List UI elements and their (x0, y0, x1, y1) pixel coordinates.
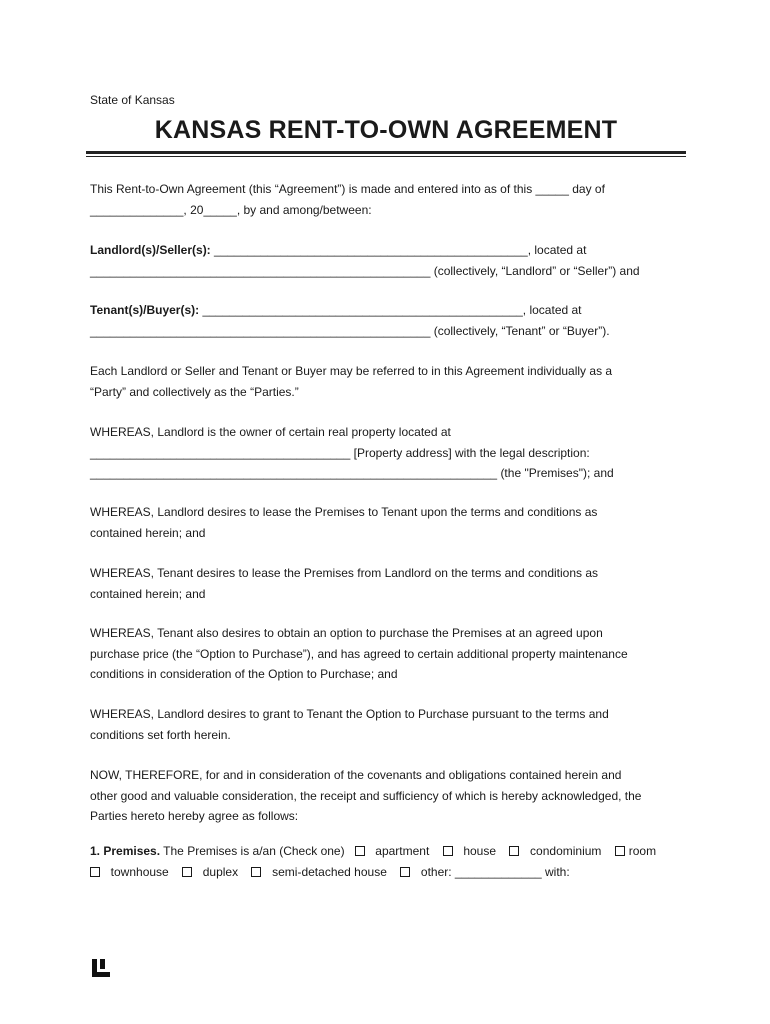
room-label: room (628, 844, 657, 858)
tenant-line-2: ___________________________________________________ (collectively, “Tenant” or “Buyer”). (90, 323, 610, 338)
whereas-tenant-lease-paragraph (90, 563, 690, 604)
apartment-checkbox[interactable] (355, 846, 365, 856)
brand-logo-icon (91, 958, 111, 978)
other-checkbox[interactable] (400, 867, 410, 877)
title-rule-thick (86, 151, 686, 154)
duplex-label: duplex (202, 864, 239, 879)
duplex-checkbox[interactable] (182, 867, 192, 877)
premises-text: The Premises is a/an (Check one) (160, 844, 345, 858)
whereas3-line-1: WHEREAS, Tenant desires to lease the Premises from Landlord on the terms and conditions as (90, 566, 599, 580)
semi-detached-house-label: semi-detached house (272, 864, 387, 879)
parties-paragraph (90, 361, 690, 402)
condominium-label: condominium (530, 844, 602, 858)
document-title: KANSAS RENT-TO-OWN AGREEMENT (154, 116, 618, 144)
parties-line-1: Each Landlord or Seller and Tenant or Buyer may be referred to in this Agreement individually as a (90, 364, 613, 378)
whereas1-line-2: _______________________________________ [Property address] with the legal description: (90, 445, 590, 460)
premises-label: 1. Premises. (90, 844, 161, 858)
tenant-paragraph (90, 300, 690, 341)
other-label: other: _____________ with: (420, 864, 570, 879)
intro-line-1: This Rent-to-Own Agreement (this “Agreement”) is made and entered into as of this _____ day of (90, 182, 605, 196)
intro-line-2: ______________, 20_____, by and among/between: (90, 202, 372, 217)
title-rule-thin (86, 156, 686, 157)
whereas-owner-paragraph (90, 422, 690, 484)
parties-line-2: “Party” and collectively as the “Parties.” (90, 384, 299, 399)
state-label: State of Kansas (90, 93, 175, 107)
whereas4-line-1: WHEREAS, Tenant also desires to obtain an option to purchase the Premises at an agreed upon (90, 626, 603, 640)
house-checkbox[interactable] (443, 846, 453, 856)
condominium-checkbox[interactable] (509, 846, 519, 856)
whereas5-line-1: WHEREAS, Landlord desires to grant to Tenant the Option to Purchase pursuant to the terms and (90, 707, 609, 721)
whereas1-line-3: _____________________________________________________________ (the "Premises"); and (90, 466, 614, 480)
landlord-line-1: _______________________________________________, located at (210, 243, 587, 257)
semi-detached-house-checkbox[interactable] (251, 867, 261, 877)
whereas2-line-1: WHEREAS, Landlord desires to lease the Premises to Tenant upon the terms and conditions as (90, 505, 598, 519)
landlord-label: Landlord(s)/Seller(s): (90, 243, 211, 257)
tenant-label: Tenant(s)/Buyer(s): (90, 303, 200, 317)
tenant-line-1: ________________________________________________, located at (199, 303, 582, 317)
whereas4-line-3: conditions in consideration of the Option to Purchase; and (90, 667, 398, 681)
townhouse-checkbox[interactable] (90, 867, 100, 877)
premises-section (90, 841, 700, 882)
townhouse-label: townhouse (110, 864, 169, 879)
whereas5-line-2: conditions set forth herein. (90, 727, 231, 742)
landlord-line-2: ___________________________________________________ (collectively, “Landlord” or “Seller”) and (90, 263, 640, 278)
whereas-grant-paragraph (90, 704, 690, 745)
whereas3-line-2: contained herein; and (90, 586, 206, 601)
whereas-option-paragraph (90, 623, 690, 685)
whereas1-line-1: WHEREAS, Landlord is the owner of certain real property located at (90, 425, 451, 439)
apartment-label: apartment (375, 844, 430, 858)
whereas-lease-paragraph (90, 502, 690, 543)
whereas2-line-2: contained herein; and (90, 525, 206, 540)
room-checkbox[interactable] (615, 846, 625, 856)
now-therefore-line-1: NOW, THEREFORE, for and in consideration of the covenants and obligations contained herein and (90, 768, 622, 782)
now-therefore-line-2: other good and valuable consideration, the receipt and sufficiency of which is hereby acknowledged, the (90, 788, 642, 803)
intro-paragraph (90, 179, 690, 220)
house-label: house (463, 844, 497, 858)
landlord-paragraph (90, 240, 690, 281)
now-therefore-line-3: Parties hereto hereby agree as follows: (90, 809, 299, 823)
whereas4-line-2: purchase price (the “Option to Purchase”), and has agreed to certain additional property maintenance (90, 646, 628, 661)
now-therefore-paragraph (90, 765, 690, 827)
